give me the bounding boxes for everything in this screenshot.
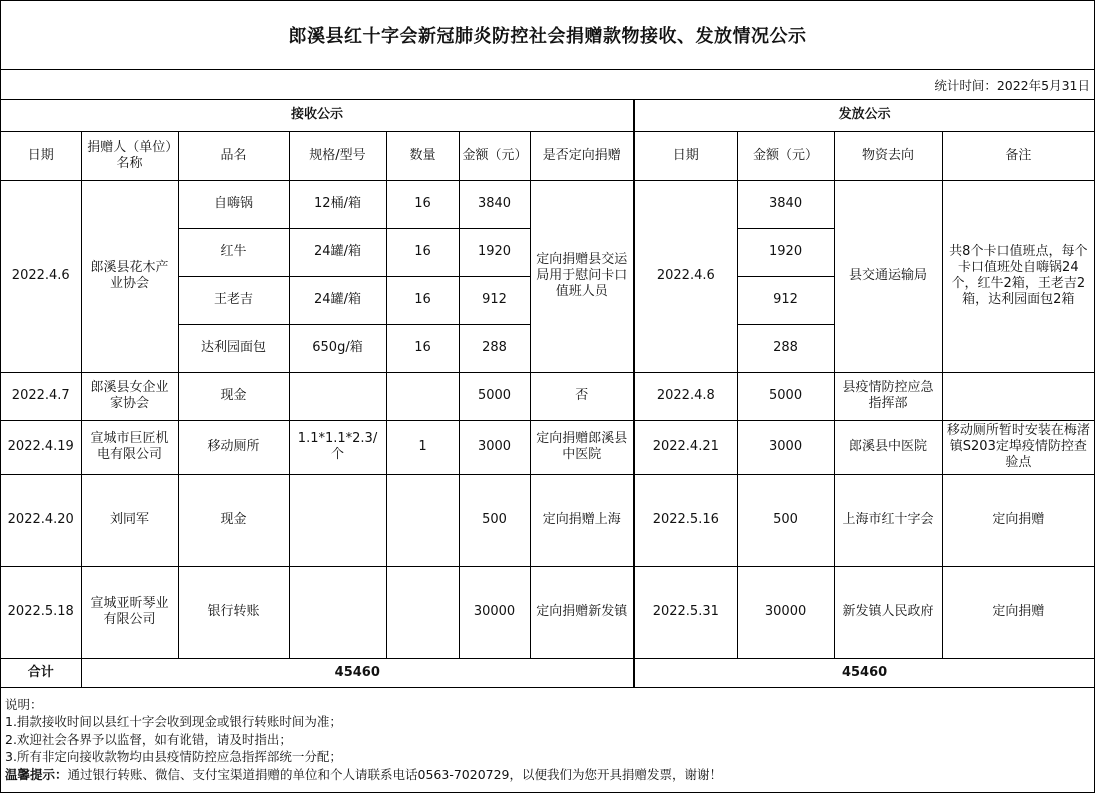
- cell-item: 银行转账: [178, 566, 289, 658]
- header-directed: 是否定向捐赠: [530, 131, 634, 180]
- cell-issue-date: 2022.5.16: [634, 474, 737, 566]
- header-destination: 物资去向: [834, 131, 942, 180]
- cell-donor: 宣城市巨匠机电有限公司: [81, 420, 178, 474]
- cell-spec: 1.1*1.1*2.3/个: [289, 420, 386, 474]
- cell-qty: [386, 474, 459, 566]
- cell-directed: 定向捐赠县交运局用于慰问卡口值班人员: [530, 180, 634, 372]
- cell-item: 自嗨锅: [178, 180, 289, 228]
- cell-directed: 定向捐赠上海: [530, 474, 634, 566]
- table-row: [1, 474, 1094, 566]
- cell-issue-amount: 912: [737, 276, 834, 324]
- total-receive: 45460: [81, 658, 634, 687]
- cell-donor: 宣城亚昕琴业有限公司: [81, 566, 178, 658]
- cell-directed: 定向捐赠郎溪县中医院: [530, 420, 634, 474]
- cell-qty: [386, 372, 459, 420]
- column-header-row: [1, 131, 1094, 180]
- cell-issue-date: 2022.4.6: [634, 180, 737, 372]
- note-line: 3.所有非定向接收款物均由县疫情防控应急指挥部统一分配；: [5, 749, 342, 764]
- cell-issue-date: 2022.5.31: [634, 566, 737, 658]
- cell-remark: 移动厕所暂时安装在梅渚镇S203定埠疫情防控查验点: [942, 420, 1094, 474]
- header-remark: 备注: [942, 131, 1094, 180]
- cell-item: 王老吉: [178, 276, 289, 324]
- cell-qty: 16: [386, 324, 459, 372]
- cell-qty: [386, 566, 459, 658]
- cell-issue-date: 2022.4.21: [634, 420, 737, 474]
- statistics-time: 统计时间：2022年5月31日: [1, 70, 1094, 100]
- cell-spec: [289, 566, 386, 658]
- cell-remark: [942, 372, 1094, 420]
- header-item: 品名: [178, 131, 289, 180]
- total-issue: 45460: [634, 658, 1094, 687]
- notes-heading: 说明：: [5, 696, 43, 712]
- cell-amount: 3840: [459, 180, 530, 228]
- cell-qty: 16: [386, 276, 459, 324]
- total-label: 合计: [1, 658, 81, 687]
- cell-destination: 郎溪县中医院: [834, 420, 942, 474]
- cell-issue-amount: 5000: [737, 372, 834, 420]
- cell-amount: 3000: [459, 420, 530, 474]
- tip-text: 通过银行转账、微信、支付宝渠道捐赠的单位和个人请联系电话0563-7020729，以便我们为您开具捐赠发票，谢谢！: [67, 766, 723, 782]
- note-line: 2.欢迎社会各界予以监督，如有讹错，请及时指出；: [5, 731, 292, 747]
- cell-date: 2022.4.6: [1, 180, 81, 372]
- cell-qty: 16: [386, 180, 459, 228]
- cell-donor: 郎溪县女企业家协会: [81, 372, 178, 420]
- cell-amount: 30000: [459, 566, 530, 658]
- header-donor: 捐赠人（单位）名称: [81, 131, 178, 180]
- header-qty: 数量: [386, 131, 459, 180]
- tip-line: [5, 766, 1090, 784]
- cell-item: 现金: [178, 372, 289, 420]
- cell-issue-amount: 30000: [737, 566, 834, 658]
- table-row: [1, 180, 1094, 228]
- header-date: 日期: [1, 131, 81, 180]
- cell-amount: 912: [459, 276, 530, 324]
- cell-spec: [289, 474, 386, 566]
- cell-destination: 县疫情防控应急指挥部: [834, 372, 942, 420]
- page-title: 郎溪县红十字会新冠肺炎防控社会捐赠款物接收、发放情况公示: [1, 1, 1094, 70]
- cell-issue-amount: 3000: [737, 420, 834, 474]
- cell-remark: 定向捐赠: [942, 474, 1094, 566]
- cell-directed: 定向捐赠新发镇: [530, 566, 634, 658]
- cell-issue-date: 2022.4.8: [634, 372, 737, 420]
- donation-table: [1, 100, 1094, 688]
- cell-item: 现金: [178, 474, 289, 566]
- cell-amount: 5000: [459, 372, 530, 420]
- section-header-row: [1, 100, 1094, 131]
- cell-qty: 1: [386, 420, 459, 474]
- header-issue-amount: 金额（元）: [737, 131, 834, 180]
- cell-date: 2022.4.7: [1, 372, 81, 420]
- cell-donor: 刘同军: [81, 474, 178, 566]
- table-row: [1, 372, 1094, 420]
- cell-item: 达利园面包: [178, 324, 289, 372]
- cell-remark: 定向捐赠: [942, 566, 1094, 658]
- cell-amount: 1920: [459, 228, 530, 276]
- header-issue-date: 日期: [634, 131, 737, 180]
- cell-destination: 新发镇人民政府: [834, 566, 942, 658]
- cell-date: 2022.5.18: [1, 566, 81, 658]
- note-line: 1.捐款接收时间以县红十字会收到现金或银行转账时间为准；: [5, 714, 342, 729]
- cell-directed: 否: [530, 372, 634, 420]
- tip-label: 温馨提示：: [5, 766, 68, 782]
- header-spec: 规格/型号: [289, 131, 386, 180]
- notes-section: [1, 688, 1094, 784]
- header-amount: 金额（元）: [459, 131, 530, 180]
- cell-amount: 500: [459, 474, 530, 566]
- cell-item: 移动厕所: [178, 420, 289, 474]
- cell-issue-amount: 288: [737, 324, 834, 372]
- cell-spec: 650g/箱: [289, 324, 386, 372]
- cell-donor: 郎溪县花木产业协会: [81, 180, 178, 372]
- cell-destination: 县交通运输局: [834, 180, 942, 372]
- cell-spec: [289, 372, 386, 420]
- cell-destination: 上海市红十字会: [834, 474, 942, 566]
- table-row: [1, 566, 1094, 658]
- cell-item: 红牛: [178, 228, 289, 276]
- issue-section-header: 发放公示: [634, 100, 1094, 131]
- cell-remark: 共8个卡口值班点，每个卡口值班处自嗨锅24个，红牛2箱，王老吉2箱，达利园面包2箱: [942, 180, 1094, 372]
- cell-issue-amount: 1920: [737, 228, 834, 276]
- cell-qty: 16: [386, 228, 459, 276]
- cell-spec: 12桶/箱: [289, 180, 386, 228]
- cell-spec: 24罐/箱: [289, 276, 386, 324]
- cell-date: 2022.4.19: [1, 420, 81, 474]
- cell-issue-amount: 500: [737, 474, 834, 566]
- cell-date: 2022.4.20: [1, 474, 81, 566]
- cell-issue-amount: 3840: [737, 180, 834, 228]
- receive-section-header: 接收公示: [1, 100, 634, 131]
- cell-spec: 24罐/箱: [289, 228, 386, 276]
- total-row: [1, 658, 1094, 687]
- table-row: [1, 420, 1094, 474]
- cell-amount: 288: [459, 324, 530, 372]
